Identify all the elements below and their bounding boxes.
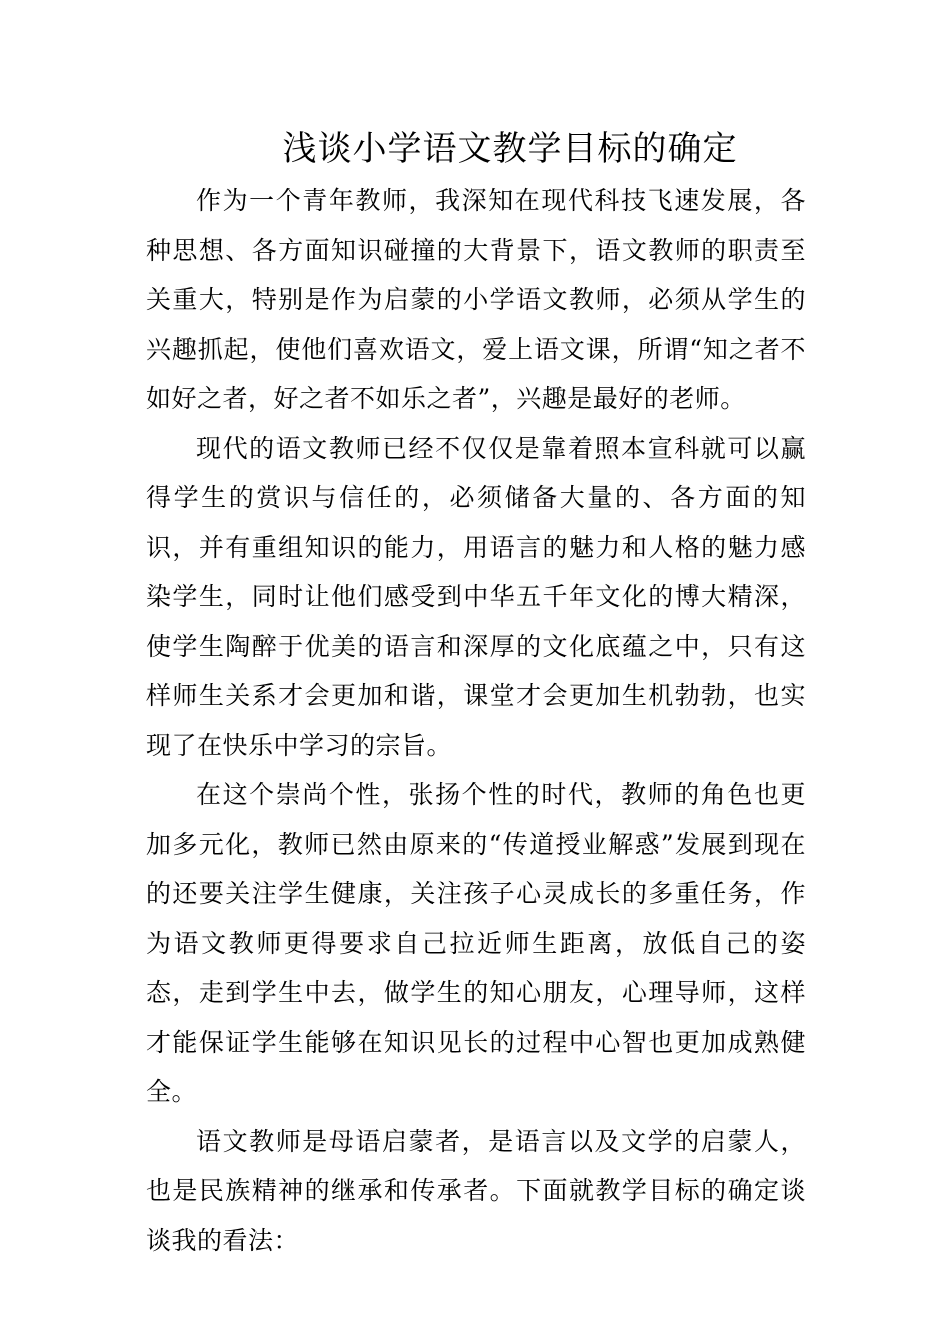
document-body xyxy=(146,176,806,1265)
paragraph-3: 在这个崇尚个性，张扬个性的时代，教师的角色也更加多元化，教师已然由原来的“传道授业解惑”发展到现在的还要关注学生健康，关注孩子心灵成长的多重任务，作为语文教师更得要求自己拉近师生距离，放低自己的姿态，走到学生中去，做学生的知心朋友，心理导师，这样才能保证学生能够在知识见长的过程中心智也更加成熟健全。 xyxy=(146,780,806,1106)
paragraph-1: 作为一个青年教师，我深知在现代科技飞速发展，各种思想、各方面知识碰撞的大背景下，语文教师的职责至关重大，特别是作为启蒙的小学语文教师，必须从学生的兴趣抓起，使他们喜欢语文，爱上语文课，所谓“知之者不如好之者，好之者不如乐之者”，兴趣是最好的老师。 xyxy=(146,186,806,413)
paragraph-4: 语文教师是母语启蒙者，是语言以及文学的启蒙人，也是民族精神的继承和传承者。下面就教学目标的确定谈谈我的看法： xyxy=(146,1126,806,1255)
document-title: 浅谈小学语文教学目标的确定 xyxy=(282,129,738,169)
paragraph-2: 现代的语文教师已经不仅仅是靠着照本宣科就可以赢得学生的赏识与信任的，必须储备大量的、各方面的知识，并有重组知识的能力，用语言的魅力和人格的魅力感染学生，同时让他们感受到中华五千年文化的博大精深，使学生陶醉于优美的语言和深厚的文化底蕴之中，只有这样师生关系才会更加和谐，课堂才会更加生机勃勃，也实现了在快乐中学习的宗旨。 xyxy=(146,433,806,760)
